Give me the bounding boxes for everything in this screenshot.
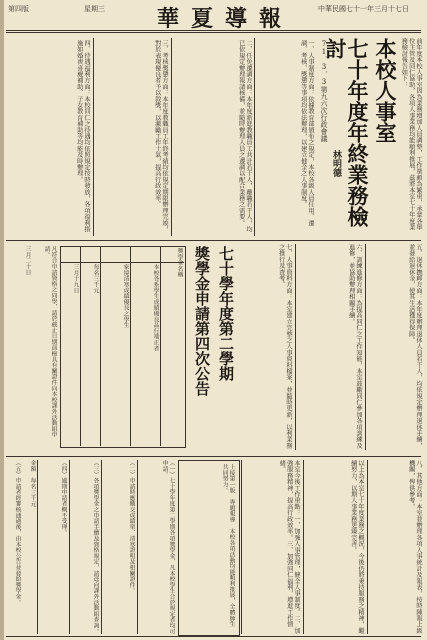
column-rule (69, 460, 70, 634)
article-body-col-2: 二、任免遷調方面：本年度新進教職員工共計若干人，離職若干人，均已依規定辦理報請核備，並隨時辦理人員之遷調以配合業務之需要。 (237, 40, 252, 233)
table-cell: 每名三千元 (92, 264, 98, 293)
page-number: 第四版 (8, 5, 29, 13)
bottom-col-a: （一）七十學年度第二學期各項獎學金，凡本校學生合於規定者均可申請。 (161, 460, 174, 634)
page-bottom-rule (6, 636, 421, 637)
article-headline-2: 七十年度年終業務檢討 (322, 38, 370, 227)
notice-box-text: 上接第一版 專題報導 本校各項活動均能順利推展，全體師生共同努力。 (221, 464, 234, 627)
bottom-col-e: 金額 每名三千元 (29, 460, 35, 507)
column-rule (365, 244, 366, 450)
article-body-col-1: 一、人事制度方面：依據教育部頒布之規定，本校各級人員任用、遷調、考核、獎懲等事項均依法辦理，以建立健全之人事制度。 (299, 40, 314, 226)
column-rule (171, 38, 172, 236)
bottom-col-d: （四）逾期申請者概不受理。 (60, 460, 66, 536)
masthead-rule (6, 30, 421, 31)
article-body-col-3: 三、考核獎懲方面：本年度教職員工年終考績均依規定期限辦理完竣，對於表現優良者予以敘獎，以激勵工作士氣，提高行政效率。 (153, 40, 168, 233)
column-rule (303, 460, 304, 634)
column-rule (295, 244, 296, 450)
table-cell: 家境清寒成績優良之學生 (122, 264, 128, 328)
page-edge (0, 0, 4, 640)
weekday: 星期三 (84, 5, 105, 13)
column-rule (367, 460, 368, 634)
article-body-col-9: 以上為本室七十年度業務之概況，今後仍將秉持服務之精神，繼續努力，以期人事業務更臻完善。 (349, 460, 364, 634)
article-intro: 前年度本校人事室因為業務增加人員調整，工作量頗為繁重，承蒙各單位主管及同仁協助，各項人事業務均能順利推展，茲將本室七十年度業務檢討報告如下： (400, 38, 422, 231)
column-rule (93, 38, 94, 236)
table-cell: 三月十九日 (72, 264, 78, 293)
bottom-col-c: （三）各項獎學金之申請手續及資格規定，請逕向課外活動組查詢。 (92, 460, 98, 634)
notice-side-text: 三月二十日 (24, 246, 30, 275)
masthead-rule-2 (6, 32, 421, 33)
article-headline-1: 本校人事室 (373, 38, 398, 143)
bottom-col-b: （二）申請時應繳交成績單、清寒證明及相關證件。 (128, 460, 134, 594)
issue-date: 中華民國七十一年三月十七日 (318, 5, 409, 13)
table-col-rule (100, 246, 101, 446)
table-col-rule (160, 246, 161, 446)
article-body-col-10: 本室今後工作重點：一、加強人事管理，健全人事制度。二、加強服務精神，提高行政效率。三、加強同仁福利，增進工作情緒。 (278, 460, 300, 634)
article-body-col-8: 八、其他方面：本室並辦理各項人事統計及報表，按時陳報上級機關，俾供參考。 (407, 460, 422, 634)
article-byline: 林明德 (331, 150, 341, 177)
column-rule (37, 460, 38, 634)
table-header: 獎學金名稱 (176, 248, 182, 277)
article-body-col-4: 四、待遇福利方面：本校同仁之待遇均依照規定按時發放，各項福利措施如婚喪喜慶補助、子女教育補助等均能及時辦理。 (75, 40, 90, 233)
table-col-rule (80, 246, 81, 446)
column-rule (137, 460, 138, 634)
table-col-rule (130, 246, 131, 446)
section-rule (6, 456, 421, 457)
column-rule (241, 460, 242, 634)
notice-headline-2: 獎學金申請第四次公告 (193, 246, 211, 396)
article-body-col-5: 五、退休撫卹方面：本年度辦理退休人員若干人，均依規定辦理退休手續，並發給退休金，使其生活獲得保障。 (407, 244, 422, 449)
table-cell: 本校各系學生成績優良品行端正者 (152, 264, 158, 351)
section-rule (6, 240, 421, 241)
column-rule (101, 460, 102, 634)
column-rule (254, 38, 255, 236)
notice-note: 凡符合申請資格之同學，請於截止日期前檢具有關證件向本校課外活動組申請。 (43, 246, 56, 438)
article-body-col-7: 七、人事資料方面：本室建立完整之人事資料檔案，並隨時更新，以利業務之推行及查考。 (277, 244, 292, 449)
bottom-col-f: （五）申請者經審核通過後，由本校公告並發給獎學金。 (14, 460, 20, 605)
notice-headline-1: 七十學年度第二學期 (217, 246, 235, 381)
newspaper-title: 華夏導報 (156, 6, 293, 32)
article-body-col-6: 六、訓練進修方面：為提高同仁之工作知能，本室鼓勵同仁參加各項訓練及進修，並協助辦理相關手續。 (347, 244, 362, 449)
article-subhead: 71．3．3第九六次行政會議 (320, 40, 328, 142)
